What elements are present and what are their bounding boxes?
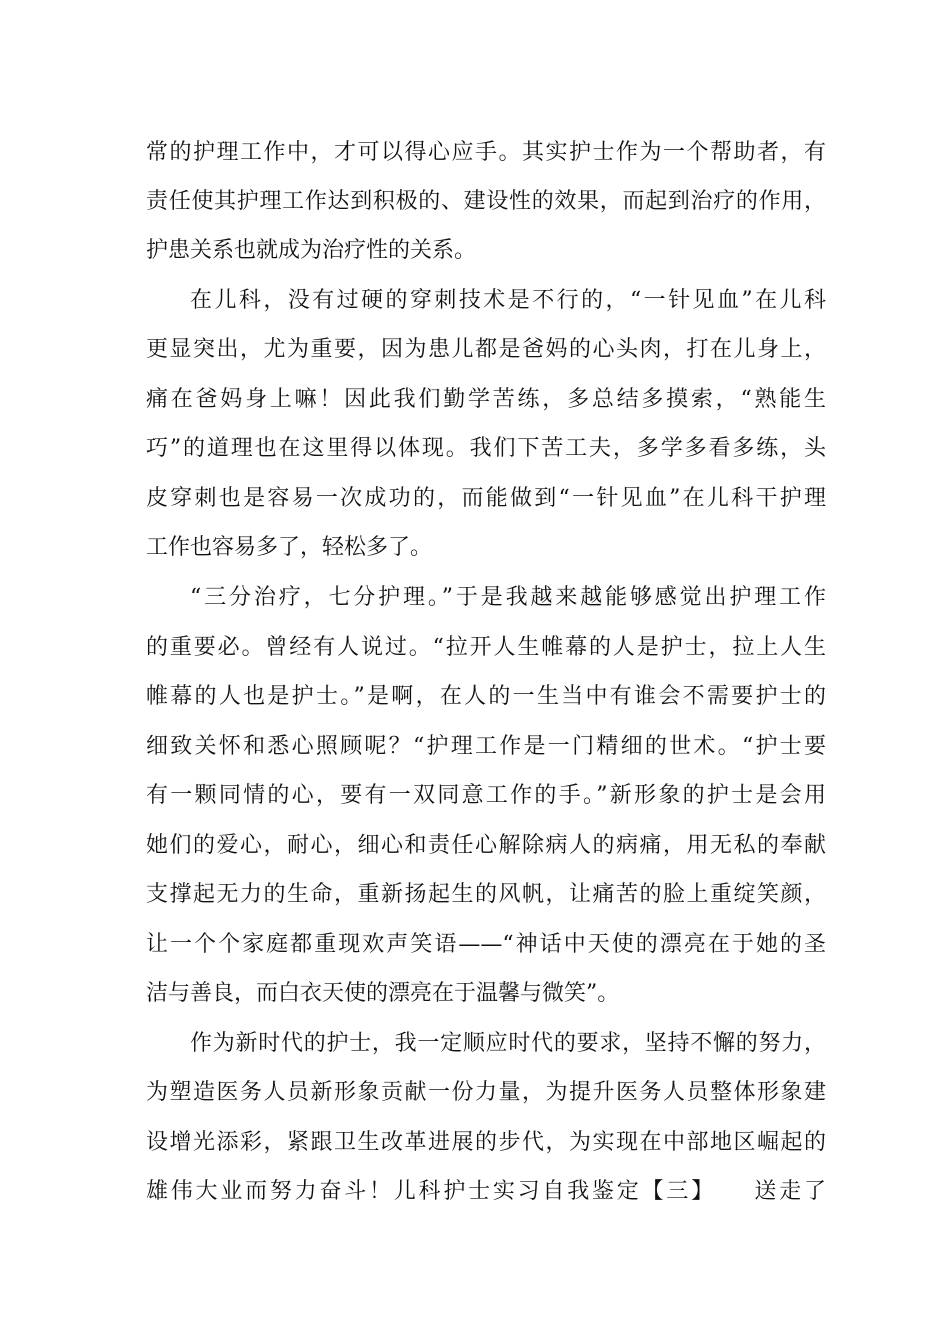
text-line: 支撑起无力的生命，重新扬起生的风帆，让痛苦的脸上重绽笑颜， <box>146 882 826 907</box>
text-line: 细致关怀和悉心照顾呢？“护理工作是一门精细的世术。“护士要 <box>146 734 826 759</box>
text-line: 设增光添彩，紧跟卫生改革进展的步代，为实现在中部地区崛起的 <box>146 1130 826 1155</box>
text-line: 责任使其护理工作达到积极的、建设性的效果，而起到治疗的作用， <box>146 189 826 214</box>
paragraph-first-line: 在儿科，没有过硬的穿刺技术是不行的，“一针见血”在儿科 <box>190 288 826 313</box>
text-line: 为塑造医务人员新形象贡献一份力量，为提升医务人员整体形象建 <box>146 1080 826 1105</box>
text-line: 帷幕的人也是护士。”是啊，在人的一生当中有谁会不需要护士的 <box>146 684 826 709</box>
text-line: 痛在爸妈身上嘛！因此我们勤学苦练，多总结多摸索，“熟能生 <box>146 387 826 412</box>
text-line: 洁与善良，而白衣天使的漂亮在于温馨与微笑”。 <box>146 981 620 1006</box>
text-line: 有一颗同情的心，要有一双同意工作的手。”新形象的护士是会用 <box>146 783 826 808</box>
text-line: 更显突出，尤为重要，因为患儿都是爸妈的心头肉，打在儿身上， <box>146 337 826 362</box>
text-line: 皮穿刺也是容易一次成功的，而能做到“一针见血”在儿科干护理 <box>146 486 826 511</box>
text-line: 雄伟大业而努力奋斗！儿科护士实习自我鉴定【三】 送走了 <box>146 1179 826 1204</box>
text-line: 常的护理工作中，才可以得心应手。其实护士作为一个帮助者，有 <box>146 140 826 165</box>
text-line: 让一个个家庭都重现欢声笑语——“神话中天使的漂亮在于她的圣 <box>146 932 826 957</box>
text-line: 她们的爱心，耐心，细心和责任心解除病人的病痛，用无私的奉献 <box>146 833 826 858</box>
text-line: 工作也容易多了，轻松多了。 <box>146 535 433 560</box>
text-line: 护患关系也就成为治疗性的关系。 <box>146 238 477 263</box>
paragraph-first-line: “三分治疗，七分护理。”于是我越来越能够感觉出护理工作 <box>190 585 826 610</box>
text-line: 的重要必。曾经有人说过。“拉开人生帷幕的人是护士，拉上人生 <box>146 635 826 660</box>
text-line: 巧”的道理也在这里得以体现。我们下苦工夫，多学多看多练，头 <box>146 436 826 461</box>
paragraph-first-line: 作为新时代的护士，我一定顺应时代的要求，坚持不懈的努力， <box>190 1031 826 1056</box>
